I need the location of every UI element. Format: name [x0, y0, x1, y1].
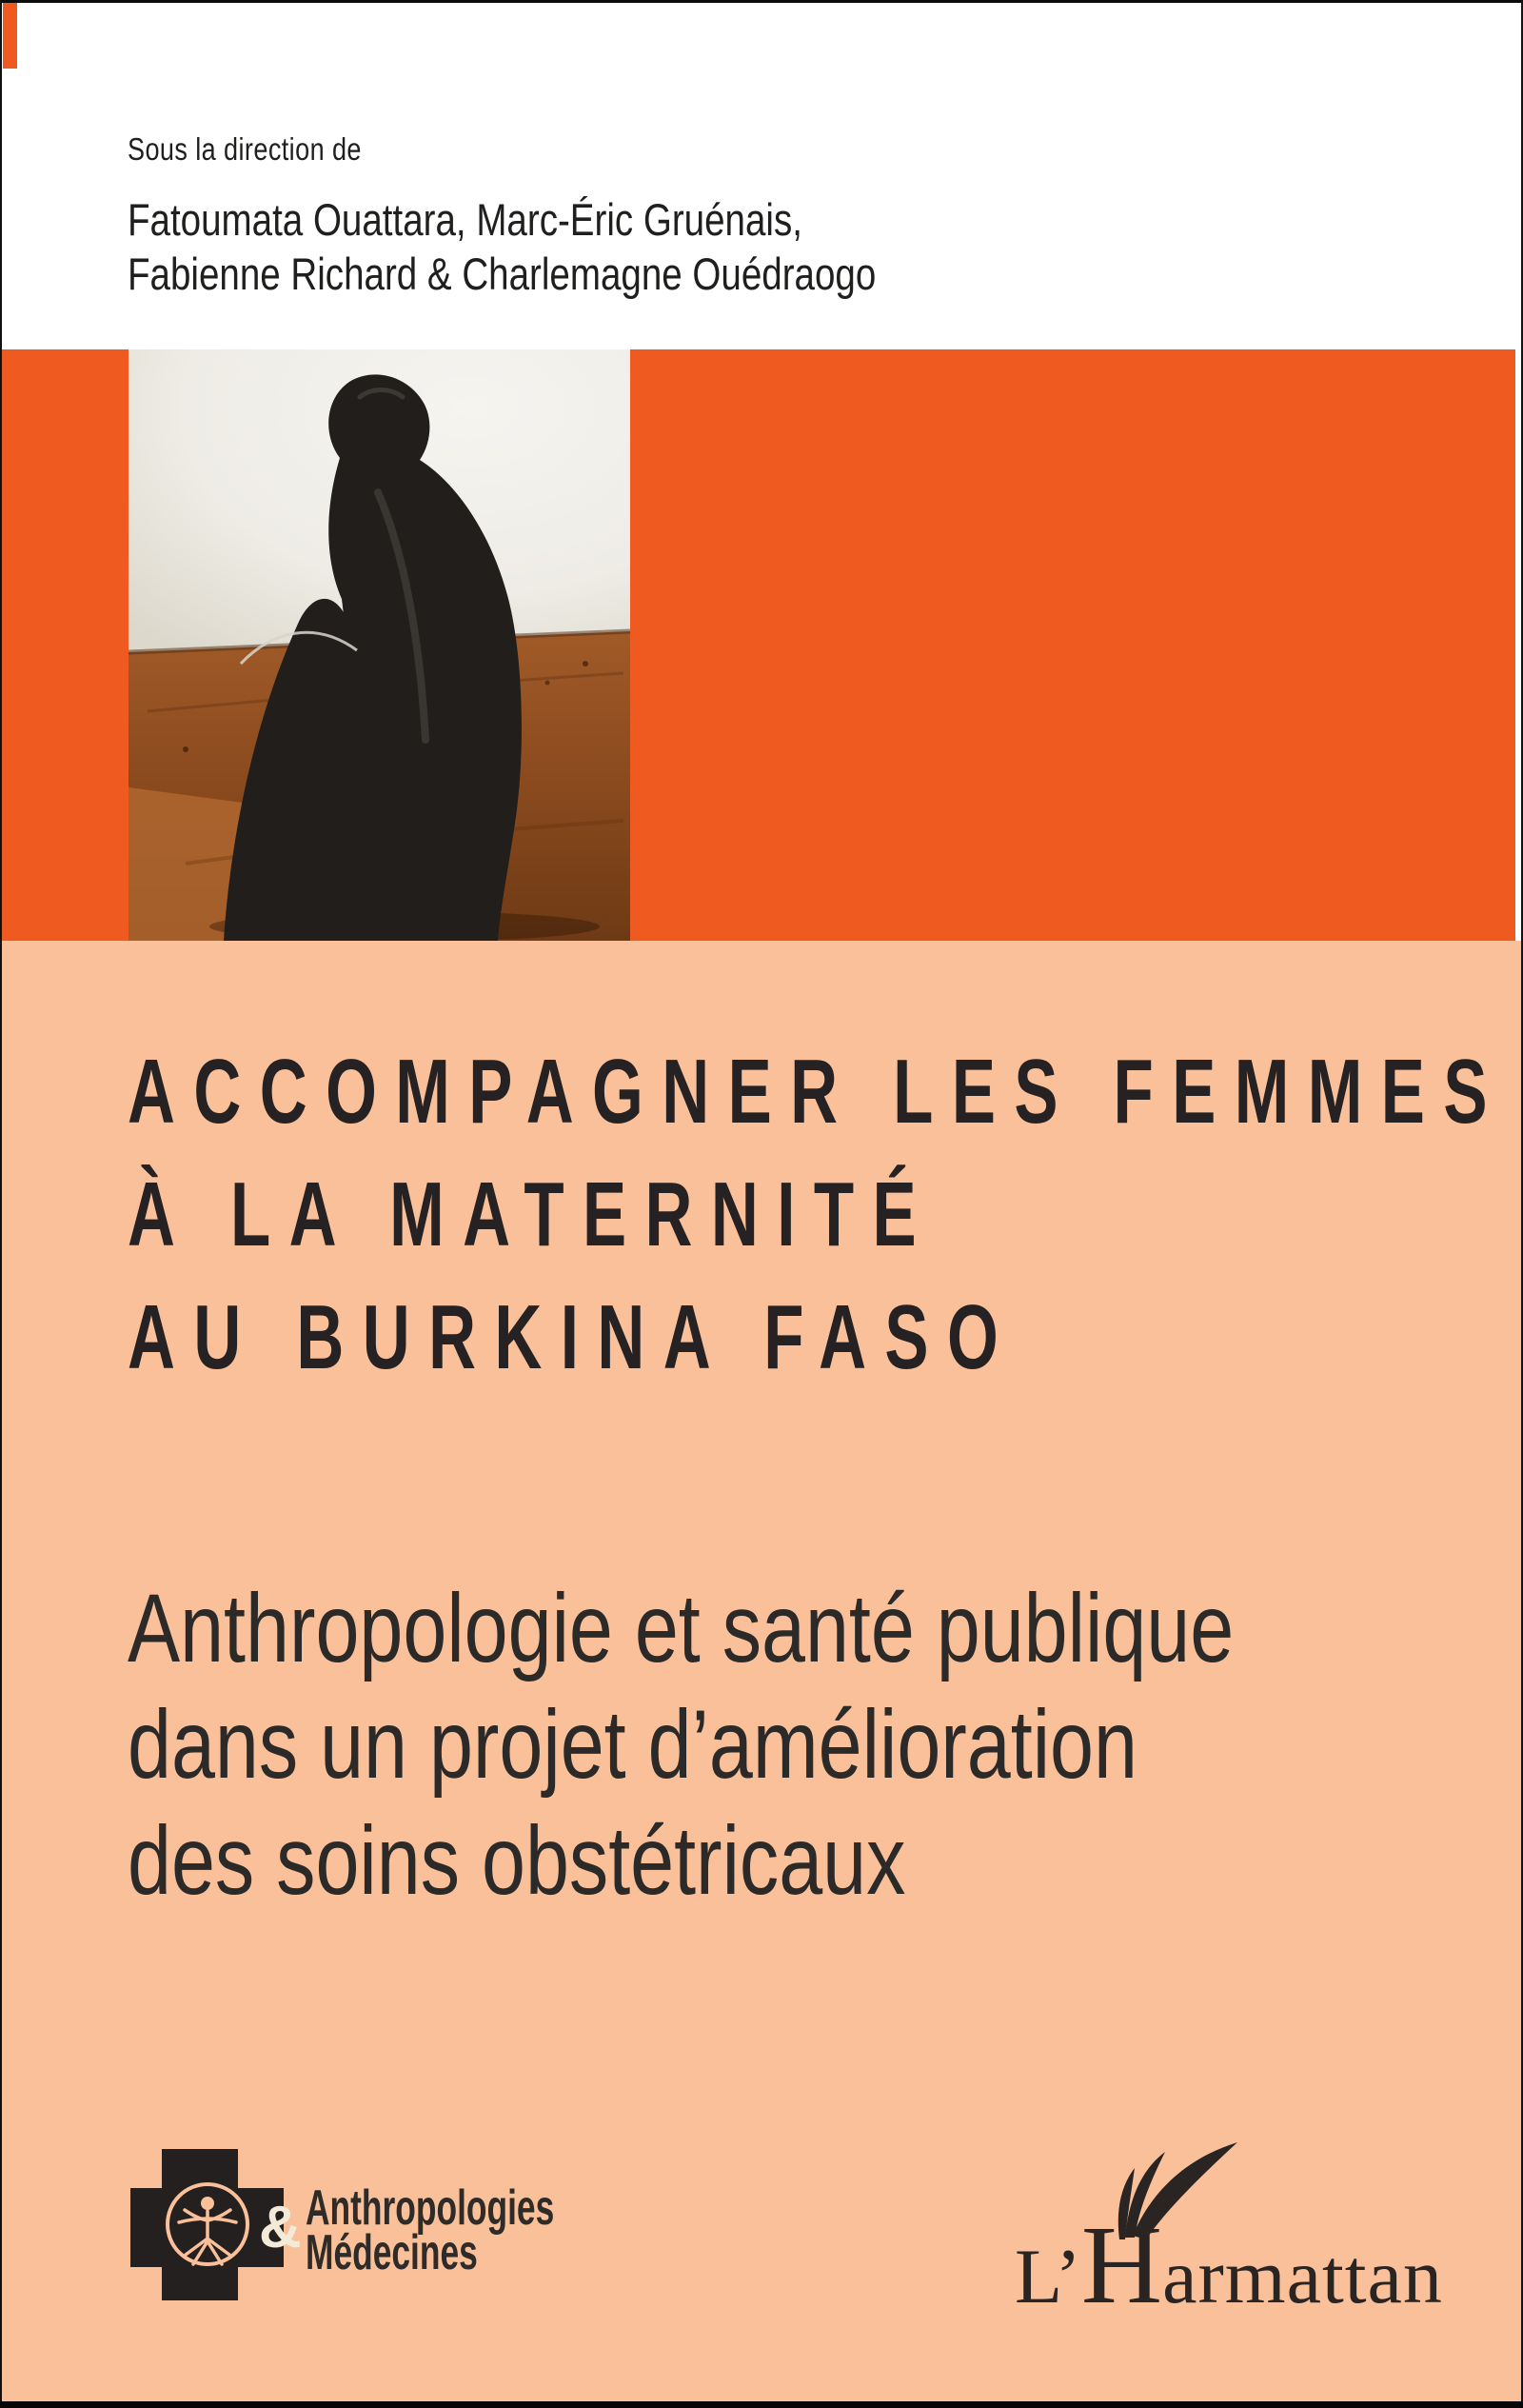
publisher-logo: [1015, 2202, 1443, 2327]
title-line-2: À LA MATERNITÉ: [128, 1164, 936, 1265]
book-title: [128, 1030, 1506, 1399]
series-ampersand: &: [259, 2195, 302, 2260]
subtitle-line-2: dans un projet d’amélioration: [128, 1690, 1137, 1799]
subtitle-line-3: des soins obstétricaux: [128, 1806, 906, 1915]
top-edge-line: [0, 0, 1523, 3]
series-line-1: Anthropologies: [306, 2180, 555, 2236]
title-line-3: AU BURKINA FASO: [128, 1286, 1018, 1388]
authors-block: [128, 192, 876, 301]
direction-label: Sous la direction de: [128, 131, 362, 167]
book-subtitle: [128, 1570, 1234, 1919]
publisher-l: L’: [1015, 2233, 1081, 2319]
series-logo-text: [306, 2180, 555, 2280]
authors-line-2: Fabienne Richard & Charlemagne Ouédraogo: [128, 249, 877, 299]
publisher-rest: armattan: [1162, 2233, 1443, 2319]
title-line-1: ACCOMPAGNER LES FEMMES: [128, 1041, 1506, 1143]
sculpture-photo: [129, 349, 630, 941]
authors-line-1: Fatoumata Ouattara, Marc-Éric Gruénais,: [128, 194, 802, 245]
publisher-h: H: [1080, 2202, 1163, 2327]
series-line-2: Médecines: [306, 2225, 478, 2280]
left-edge-line: [0, 0, 2, 2408]
corner-orange-tab: [3, 3, 17, 69]
bottom-edge-line: [0, 2401, 1523, 2408]
subtitle-line-1: Anthropologie et santé publique: [128, 1574, 1235, 1682]
